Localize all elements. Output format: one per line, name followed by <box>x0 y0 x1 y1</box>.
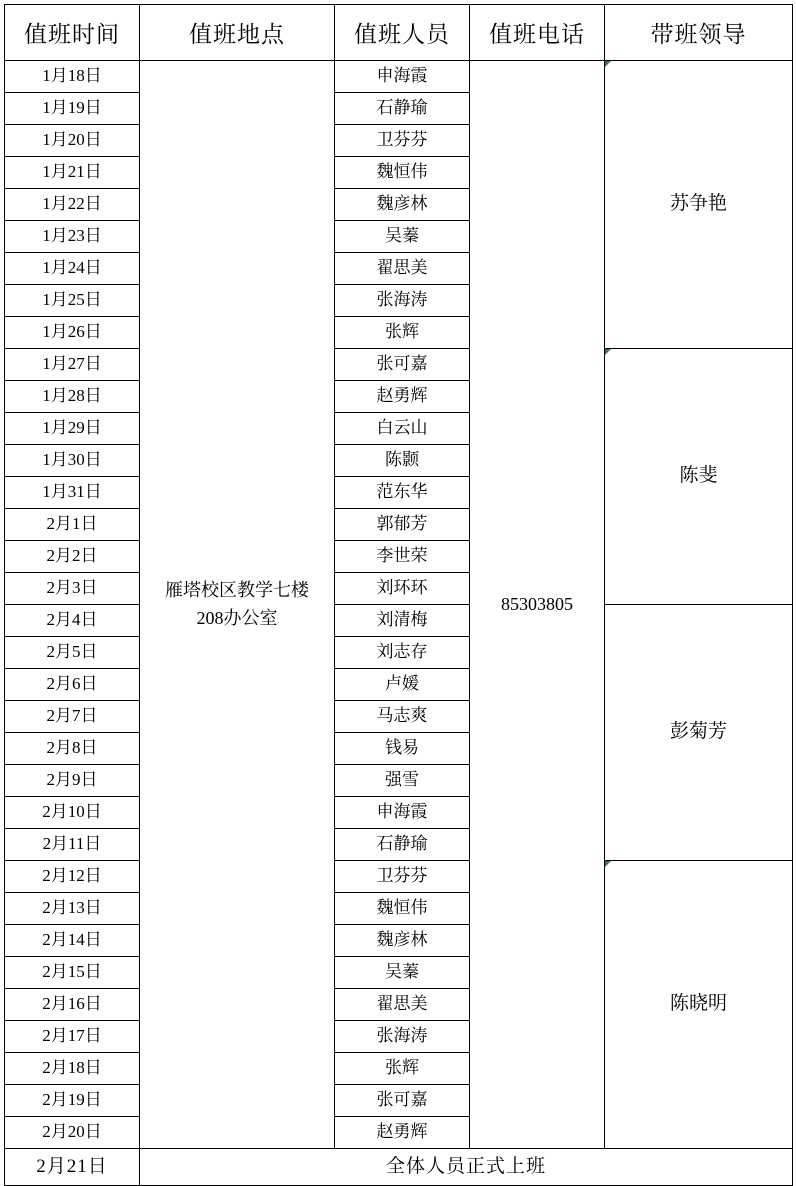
cell-duty-date: 1月23日 <box>5 221 140 253</box>
cell-duty-person: 刘清梅 <box>335 605 470 637</box>
cell-duty-person: 张可嘉 <box>335 1085 470 1117</box>
duty-schedule-table <box>4 4 793 1186</box>
cell-duty-leader <box>605 349 793 605</box>
cell-duty-date: 2月11日 <box>5 829 140 861</box>
cell-duty-date: 1月19日 <box>5 93 140 125</box>
table-row <box>5 605 793 637</box>
cell-duty-date: 1月27日 <box>5 349 140 381</box>
cell-duty-date: 1月28日 <box>5 381 140 413</box>
cell-duty-person: 强雪 <box>335 765 470 797</box>
cell-duty-date: 2月4日 <box>5 605 140 637</box>
column-header-duty-time: 值班时间 <box>5 5 140 61</box>
cell-duty-date: 1月22日 <box>5 189 140 221</box>
cell-duty-person: 吴蓁 <box>335 957 470 989</box>
cell-duty-date: 1月20日 <box>5 125 140 157</box>
cell-footer-date: 2月21日 <box>5 1149 140 1186</box>
table-row <box>5 861 793 893</box>
cell-duty-date: 2月3日 <box>5 573 140 605</box>
leader-name: 彭菊芳 <box>669 721 727 743</box>
table-header <box>5 5 793 61</box>
comment-marker-icon <box>605 861 611 867</box>
table-row <box>5 61 793 93</box>
cell-duty-person: 申海霞 <box>335 797 470 829</box>
place-line-2: 208办公室 <box>196 607 278 628</box>
cell-duty-person: 魏恒伟 <box>335 157 470 189</box>
cell-duty-date: 2月15日 <box>5 957 140 989</box>
cell-duty-date: 2月8日 <box>5 733 140 765</box>
cell-duty-person: 刘志存 <box>335 637 470 669</box>
cell-duty-date: 1月21日 <box>5 157 140 189</box>
cell-duty-person: 陈颢 <box>335 445 470 477</box>
cell-duty-date: 2月16日 <box>5 989 140 1021</box>
column-header-duty-person: 值班人员 <box>335 5 470 61</box>
cell-duty-date: 1月24日 <box>5 253 140 285</box>
cell-duty-date: 1月26日 <box>5 317 140 349</box>
cell-duty-date: 2月14日 <box>5 925 140 957</box>
cell-duty-leader <box>605 61 793 349</box>
cell-duty-person: 卫芬芬 <box>335 861 470 893</box>
cell-duty-date: 1月31日 <box>5 477 140 509</box>
leader-name: 陈斐 <box>679 465 718 487</box>
cell-duty-date: 2月20日 <box>5 1117 140 1149</box>
table-row <box>5 349 793 381</box>
comment-marker-icon <box>605 349 611 355</box>
cell-duty-date: 1月18日 <box>5 61 140 93</box>
leader-name: 陈晓明 <box>669 993 727 1015</box>
cell-duty-date: 2月6日 <box>5 669 140 701</box>
column-header-duty-phone: 值班电话 <box>470 5 605 61</box>
cell-duty-date: 2月12日 <box>5 861 140 893</box>
header-row <box>5 5 793 61</box>
cell-duty-date: 2月2日 <box>5 541 140 573</box>
cell-duty-person: 张辉 <box>335 1053 470 1085</box>
cell-duty-person: 卢媛 <box>335 669 470 701</box>
cell-duty-date: 2月19日 <box>5 1085 140 1117</box>
cell-duty-person: 赵勇辉 <box>335 1117 470 1149</box>
cell-duty-date: 1月25日 <box>5 285 140 317</box>
cell-duty-place <box>140 61 335 1149</box>
cell-duty-person: 魏彦林 <box>335 189 470 221</box>
cell-footer-note: 全体人员正式上班 <box>140 1149 793 1186</box>
cell-duty-person: 郭郁芳 <box>335 509 470 541</box>
cell-duty-person: 石静瑜 <box>335 829 470 861</box>
cell-duty-person: 钱易 <box>335 733 470 765</box>
cell-duty-date: 2月7日 <box>5 701 140 733</box>
cell-duty-date: 2月18日 <box>5 1053 140 1085</box>
leader-name: 苏争艳 <box>669 193 727 215</box>
cell-duty-person: 张辉 <box>335 317 470 349</box>
table-body <box>5 61 793 1186</box>
cell-duty-person: 翟思美 <box>335 989 470 1021</box>
cell-duty-person: 魏彦林 <box>335 925 470 957</box>
column-header-duty-place: 值班地点 <box>140 5 335 61</box>
cell-duty-person: 翟思美 <box>335 253 470 285</box>
cell-duty-date: 2月5日 <box>5 637 140 669</box>
cell-duty-person: 魏恒伟 <box>335 893 470 925</box>
place-line-1: 雁塔校区教学七楼 <box>165 579 309 600</box>
cell-duty-date: 2月10日 <box>5 797 140 829</box>
column-header-duty-leader: 带班领导 <box>605 5 793 61</box>
cell-duty-date: 2月9日 <box>5 765 140 797</box>
cell-duty-person: 申海霞 <box>335 61 470 93</box>
cell-duty-person: 张海涛 <box>335 1021 470 1053</box>
cell-duty-person: 白云山 <box>335 413 470 445</box>
cell-duty-person: 吴蓁 <box>335 221 470 253</box>
cell-duty-person: 张海涛 <box>335 285 470 317</box>
cell-duty-person: 范东华 <box>335 477 470 509</box>
cell-duty-person: 石静瑜 <box>335 93 470 125</box>
cell-duty-date: 2月1日 <box>5 509 140 541</box>
cell-duty-leader <box>605 861 793 1149</box>
cell-duty-person: 赵勇辉 <box>335 381 470 413</box>
cell-duty-date: 1月29日 <box>5 413 140 445</box>
cell-duty-person: 李世荣 <box>335 541 470 573</box>
cell-duty-person: 刘环环 <box>335 573 470 605</box>
table-footer-row <box>5 1149 793 1186</box>
cell-duty-date: 2月17日 <box>5 1021 140 1053</box>
cell-duty-phone: 85303805 <box>470 61 605 1149</box>
comment-marker-icon <box>605 61 611 67</box>
cell-duty-leader <box>605 605 793 861</box>
cell-duty-date: 2月13日 <box>5 893 140 925</box>
cell-duty-person: 马志爽 <box>335 701 470 733</box>
cell-duty-person: 张可嘉 <box>335 349 470 381</box>
cell-duty-date: 1月30日 <box>5 445 140 477</box>
cell-duty-person: 卫芬芬 <box>335 125 470 157</box>
